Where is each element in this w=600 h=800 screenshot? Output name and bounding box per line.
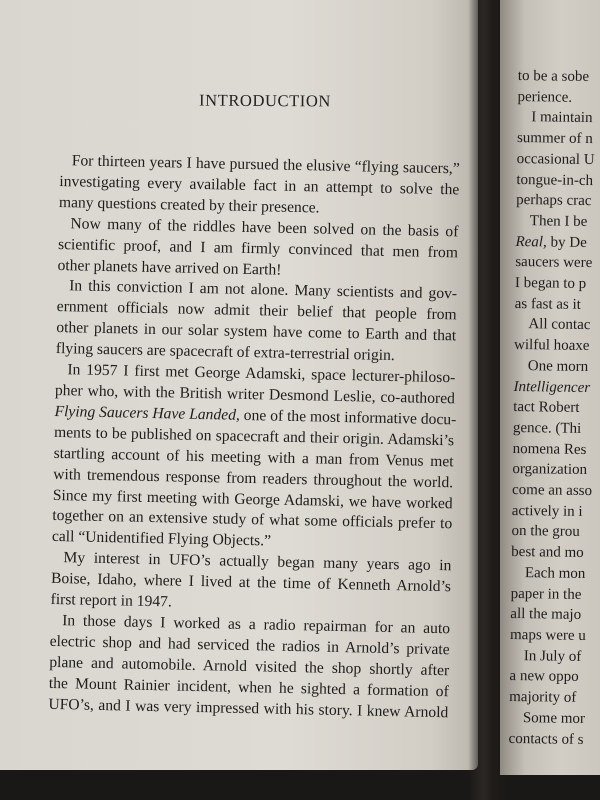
- line-text: plane and automobile. Arnold visited the shop shortly after: [49, 653, 450, 680]
- body-text: [48, 151, 460, 724]
- text-line: [511, 521, 600, 543]
- text-line: [515, 232, 600, 254]
- line-text: saucers were: [515, 254, 593, 272]
- line-text: Each mon: [524, 565, 586, 582]
- line-text: maps were u: [509, 626, 586, 644]
- line-text: by De: [546, 234, 587, 251]
- line-text: flying saucers are spacecraft of extra-terrestrial origin.: [55, 340, 395, 365]
- line-text: best and mo: [511, 544, 584, 562]
- line-text: One morn: [527, 358, 589, 375]
- right-page: [500, 0, 600, 775]
- text-line: [517, 87, 600, 109]
- text-line: [508, 728, 600, 750]
- text-line: [513, 377, 600, 399]
- line-text: Now many of the riddles have been solved on the basis of: [70, 214, 459, 241]
- line-text: one of the most informative docu-: [239, 406, 457, 429]
- text-line: [514, 356, 600, 378]
- line-text: occasional U: [516, 150, 595, 168]
- line-text: I maintain: [531, 109, 593, 127]
- line-text: a new oppo: [509, 668, 579, 686]
- line-text: In those days I worked as a radio repairman for an auto: [61, 612, 451, 638]
- text-line: [517, 149, 600, 171]
- text-line: [513, 397, 600, 419]
- text-line: [512, 459, 600, 481]
- italic-title: Intelligencer: [513, 378, 591, 396]
- line-text: on the grou: [511, 523, 580, 541]
- line-text: wilful hoaxe: [513, 337, 590, 355]
- text-line: [513, 439, 600, 461]
- line-text: come an asso: [511, 482, 593, 500]
- line-text: actively in i: [511, 502, 583, 520]
- line-text: All contac: [528, 316, 591, 334]
- line-text: In 1957 I first met George Adamski, space lecturer-philoso-: [67, 361, 456, 387]
- text-line: [515, 252, 600, 274]
- line-text: In July of: [523, 647, 582, 665]
- text-line: [510, 584, 600, 606]
- line-text: UFO’s, and I was very impressed with his story. I knew Arnold: [48, 695, 449, 721]
- line-text: Then I be: [529, 213, 588, 230]
- line-text: the Mount Rainier incident, when he sighted a formation of: [48, 674, 449, 700]
- line-text: other planets have arrived on Earth!: [57, 256, 282, 279]
- text-line: [510, 604, 600, 626]
- line-text: paper in the: [510, 585, 582, 603]
- text-line: [517, 107, 600, 129]
- line-text: organization: [512, 461, 588, 479]
- line-text: together on an extensive study of what some officials prefer to: [52, 507, 453, 533]
- line-text: pher who, with the British writer Desmond Leslie, co-authored: [54, 381, 456, 408]
- text-line: [509, 666, 600, 688]
- text-line: [516, 211, 600, 233]
- line-text: tongue-in-ch: [516, 171, 594, 189]
- line-text: to be a sobe: [517, 67, 590, 85]
- text-line: [514, 335, 600, 357]
- line-text: scientific proof, and I am firmly convinced that men from: [57, 235, 459, 261]
- line-text: Some mor: [522, 709, 586, 727]
- text-line: [514, 314, 600, 336]
- line-text: Since my first meeting with George Adamski, we have worked: [52, 486, 453, 512]
- italic-title: Flying Saucers Have Landed,: [54, 402, 241, 424]
- line-text: ments to be published on spacecraft and their origin. Adamski’s: [53, 423, 455, 450]
- line-text: electric shop and had serviced the radios in Arnold’s private: [49, 632, 450, 659]
- line-text: I began to p: [514, 275, 587, 293]
- line-text: gence. (Thi: [512, 419, 582, 437]
- line-text: majority of: [509, 689, 577, 706]
- text-line: [516, 170, 600, 192]
- line-text: investigating every available fact in an attempt to solve the: [59, 172, 460, 199]
- text-line: [512, 480, 600, 502]
- text-line: [509, 708, 600, 730]
- line-text: contacts of s: [508, 730, 584, 748]
- line-text: perience.: [517, 88, 573, 106]
- text-line: [518, 66, 600, 88]
- right-page-text: [508, 66, 600, 751]
- line-text: For thirteen years I have pursued the elusive “flying saucers,”: [71, 152, 460, 178]
- line-text: nomena Res: [512, 440, 587, 458]
- line-text: with tremendous response from readers throughout the world.: [53, 465, 454, 491]
- page-title: INTRODUCTION: [199, 90, 331, 111]
- line-text: tact Robert: [513, 399, 580, 417]
- text-line: [509, 687, 600, 709]
- text-line: [516, 190, 600, 212]
- line-text: startling account of his meeting with a man from Venus met: [53, 444, 454, 470]
- line-text: ernment officials now admit their belief that people from: [56, 298, 457, 324]
- text-line: [510, 625, 600, 647]
- line-text: perhaps crac: [516, 192, 592, 210]
- line-text: My interest in UFO’s actually began many years ago in: [63, 549, 452, 575]
- text-line: [515, 273, 600, 295]
- line-text: all the majo: [510, 606, 582, 624]
- text-line: [517, 128, 600, 150]
- text-line: [511, 542, 600, 564]
- text-line: [511, 563, 600, 585]
- line-text: as fast as it: [514, 295, 582, 313]
- text-line: [513, 418, 600, 440]
- line-text: call “Unidentified Flying Objects.”: [51, 528, 272, 550]
- line-text: Boise, Idaho, where I lived at the time of Kenneth Arnold’s: [50, 570, 452, 596]
- line-text: summer of n: [516, 130, 593, 148]
- line-text: first report in 1947.: [50, 590, 173, 611]
- line-text: many questions created by their presence.: [58, 193, 320, 217]
- italic-title: Real,: [515, 233, 547, 251]
- line-text: other planets in our solar system have come to Earth and that: [56, 319, 457, 345]
- text-line: [510, 646, 600, 668]
- text-line: [512, 501, 600, 523]
- line-text: In this conviction I am not alone. Many scientists and gov-: [68, 277, 458, 303]
- text-line: [515, 294, 600, 316]
